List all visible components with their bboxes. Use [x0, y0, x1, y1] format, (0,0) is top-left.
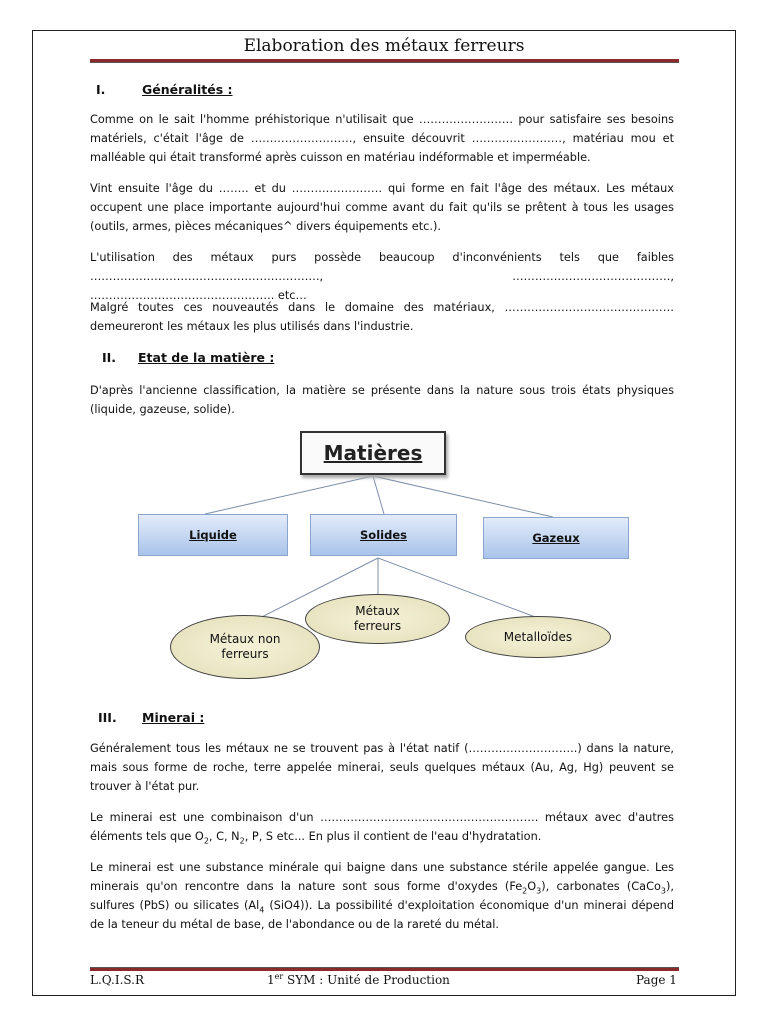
- text-run: , P, S etc... En plus il contient de l'eau d'hydratation.: [244, 830, 542, 843]
- diagram-node-solides: Solides: [310, 514, 457, 556]
- footer-rule: [90, 967, 679, 971]
- diagram-node-metaux-non-ferreurs: [170, 615, 320, 679]
- section-number: II.: [102, 350, 117, 365]
- text-run: , C, N: [208, 830, 240, 843]
- paragraph-age-metaux: Vint ensuite l'âge du …….. et du …………………… qui forme en fait l'âge des métaux. Les métaux occupent une place importante aujourd'hui comme avant du fait qu'ils se prêtent à tous les usages (outils, armes, pièces mécaniques^ divers équipements etc.).: [90, 182, 674, 233]
- footer-center-number: 1: [267, 973, 275, 987]
- title-rule: [90, 59, 679, 63]
- footer-left: L.Q.I.S.R: [90, 973, 145, 987]
- diagram-node-gazeux: Gazeux: [483, 517, 629, 559]
- text-run: ), sulfures (PbS) ou silicates (Al: [90, 880, 674, 912]
- paragraph-etat-natif: Généralement tous les métaux ne se trouvent pas à l'état natif (………………………..) dans la nature, mais sous forme de roche, terre appelée minerai, seuls quelques métaux (Au, Ag, Hg) peuvent se trouver à l'état pur.: [90, 742, 674, 793]
- subscript: 2: [239, 836, 245, 846]
- page-frame: [32, 30, 736, 996]
- section-label: Etat de la matière :: [138, 350, 275, 365]
- paragraph-prehistoric: Comme on le sait l'homme préhistorique n'utilisait que ……………………. pour satisfaire ses besoins matériels, c'était l'âge de ………………………, ensuite découvrit ……………………, matériau mou et malléable qui était transformé après cuisson en matériau indéformable et imperméable.: [90, 113, 674, 164]
- footer-page-number: Page 1: [636, 973, 677, 987]
- paragraph-classification: D'après l'ancienne classification, la matière se présente dans la nature sous trois états physiques (liquide, gazeuse, solide).: [90, 384, 674, 416]
- text-run: ), carbonates (CaCo: [541, 880, 661, 893]
- section-number: I.: [96, 82, 106, 97]
- section-heading-generalites: [96, 82, 233, 97]
- subscript: 3: [660, 886, 666, 896]
- diagram-root-matieres: Matières: [300, 431, 446, 475]
- footer-center-sup: er: [274, 972, 284, 981]
- paragraph-inconvenients: L'utilisation des métaux purs possède beaucoup d'inconvénients tels que faibles ……………………………………………………., ……………………………………, …………………………………………. etc…: [90, 251, 674, 302]
- section-number: III.: [98, 710, 117, 725]
- section-label: Minerai :: [142, 710, 205, 725]
- ellipse-label: Métaux non ferreurs: [209, 632, 281, 661]
- diagram-node-liquide: Liquide: [138, 514, 288, 556]
- subscript: 2: [522, 886, 528, 896]
- paragraph-nouveautes: Malgré toutes ces nouveautés dans le domaine des matériaux, ……………………………………… demeureront les métaux les plus utilisés dans l'industrie.: [90, 301, 674, 333]
- section-heading-minerai: [98, 710, 204, 725]
- text-run: O: [527, 880, 537, 893]
- paragraph-gangue: [90, 858, 674, 934]
- ellipse-label: Métaux ferreurs: [353, 604, 402, 633]
- text-run: Le minerai est une combinaison d'un …………………………………………………. métaux avec d'autres éléments tels que O: [90, 811, 674, 843]
- document-title: Elaboration des métaux ferreurs: [243, 36, 525, 56]
- diagram-node-metaux-ferreurs: [305, 594, 450, 644]
- text-run: Le minerai est une substance minérale qui baigne dans une substance stérile appelée gangue. Les minerais qu'on rencontre dans la nature sont sous forme d'oxydes (Fe: [90, 861, 674, 893]
- diagram-node-metalloides: [465, 616, 611, 658]
- subscript: 4: [259, 905, 265, 915]
- footer-center: [267, 973, 450, 987]
- section-label: Généralités :: [142, 82, 233, 97]
- subscript: 2: [203, 836, 209, 846]
- footer-center-text: SYM : Unité de Production: [283, 973, 450, 987]
- paragraph-combinaison: [90, 808, 674, 846]
- ellipse-label: Metalloïdes: [503, 629, 573, 644]
- section-heading-etat-matiere: [102, 350, 274, 365]
- subscript: 3: [536, 886, 542, 896]
- text-run: (SiO4)). La possibilité d'exploitation économique d'un minerai dépend de la teneur du métal de base, de l'abondance ou de la rareté du métal.: [90, 899, 674, 931]
